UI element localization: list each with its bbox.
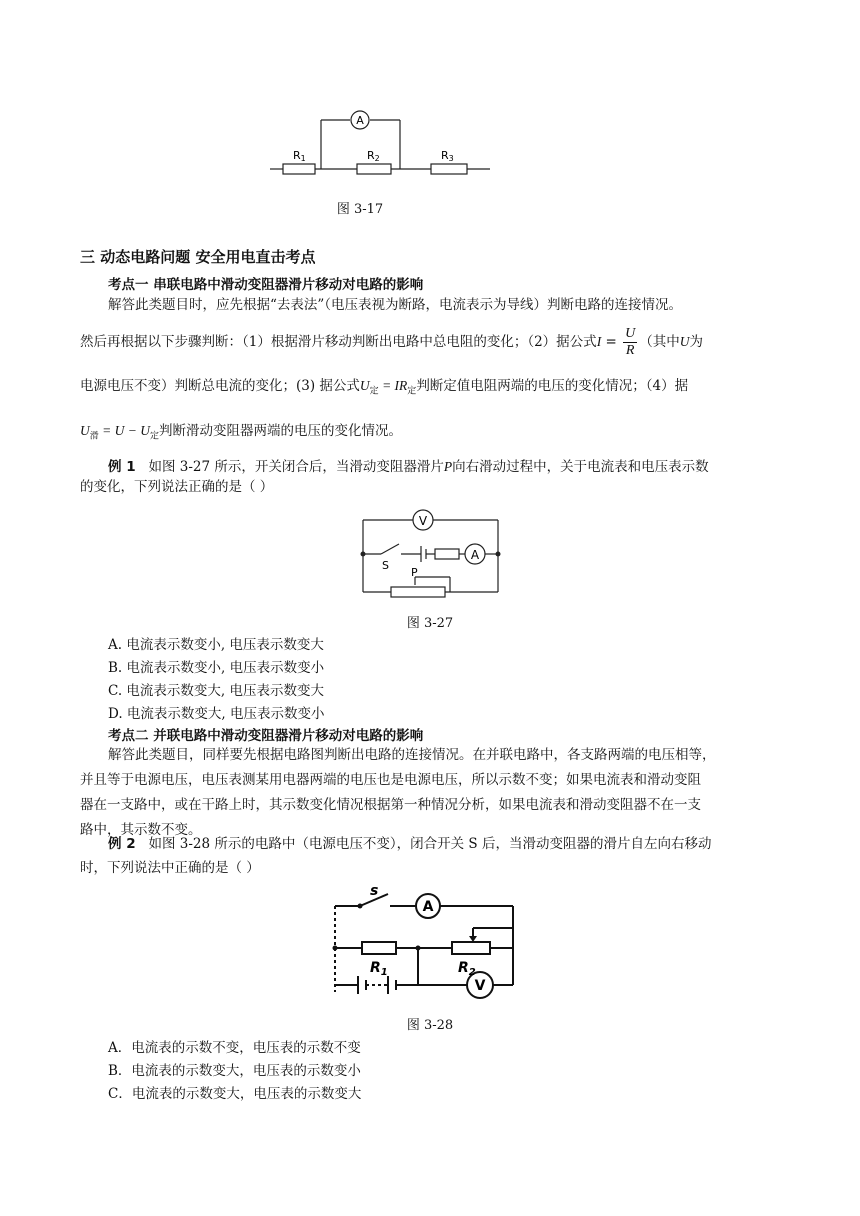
fig328-r2-label: $R_2$ [458, 960, 476, 978]
example2-option-a: A．电流表的示数不变，电压表的示数不变 [108, 1040, 361, 1056]
fig327-voltmeter-label: V [418, 514, 428, 528]
point1-title: 考点一 串联电路中滑动变阻器滑片移动对电路的影响 [108, 277, 424, 293]
fig327-slider-label: P [411, 566, 418, 579]
figure-3-27 [355, 502, 505, 600]
fig327-switch-label: S [382, 559, 389, 572]
point2-line1: 解答此类题目，同样要先根据电路图判断出电路的连接情况。在并联电路中，各支路两端的电压相等， [108, 747, 716, 763]
fig317-r3-label: R3 [441, 149, 454, 163]
example2-text: 例 2 如图 3-28 所示的电路中（电源电压不变），闭合开关 S 后，当滑动变阻器的滑片自左向右移动 [108, 836, 712, 852]
fig317-r1-label: R1 [293, 149, 306, 163]
point1-line3: 电源电压不变）判断总电流的变化；(3) 据公式$U_定 = IR_定$判断定值电阻两端的电压的变化情况；（4）据 [80, 378, 689, 397]
fig317-ammeter-label: A [356, 114, 364, 127]
fig328-caption: 图 3-28 [406, 1018, 454, 1033]
point2-title: 考点二 并联电路中滑动变阻器滑片移动对电路的影响 [108, 728, 424, 744]
point2-line4: 路中，其示数不变。 [80, 822, 202, 838]
example1-text: 例 1 如图 3-27 所示，开关闭合后，当滑动变阻器滑片P向右滑动过程中，关于电流表和电压表示数 [108, 459, 709, 475]
fig328-voltmeter-label: V [474, 978, 486, 994]
fig317-caption: 图 3-17 [336, 202, 384, 217]
fig328-switch-label: s [370, 883, 379, 899]
formula-fraction: $\frac{U}{R}$ [625, 326, 636, 358]
section-title: 三 动态电路问题 安全用电直击考点 [80, 248, 316, 266]
figure-3-17 [265, 105, 495, 185]
example1-option-b: B. 电流表示数变小, 电压表示数变小 [108, 660, 325, 676]
fig327-ammeter-label: A [470, 548, 480, 562]
fig317-r2-label: R2 [367, 149, 380, 163]
fig327-caption: 图 3-27 [406, 616, 454, 631]
example2-text-cont: 时，下列说法中正确的是（ ） [80, 860, 260, 876]
example1-option-c: C. 电流表示数变大, 电压表示数变大 [108, 683, 325, 699]
fig328-ammeter-label: A [422, 899, 434, 915]
example1-option-a: A. 电流表示数变小, 电压表示数变大 [108, 637, 324, 653]
point1-line2: 然后再根据以下步骤判断：（1）根据滑片移动判断出电路中总电阻的变化；（2）据公式I = $\frac{U}{R}$ （其中U为 [80, 326, 703, 358]
point2-line2: 并且等于电源电压，电压表测某用电器两端的电压也是电源电压，所以示数不变；如果电流表和滑动变阻 [80, 772, 701, 788]
point2-line3: 器在一支路中，或在干路上时，其示数变化情况根据第一种情况分析，如果电流表和滑动变阻器不在一支 [80, 797, 701, 813]
point1-line4: $U_滑 = U - U_定$判断滑动变阻器两端的电压的变化情况。 [80, 423, 402, 442]
example2-option-c: C．电流表的示数变大，电压表的示数变大 [108, 1086, 362, 1102]
example2-option-b: B．电流表的示数变大，电压表的示数变小 [108, 1063, 361, 1079]
example1-option-d: D. 电流表示数变大, 电压表示数变小 [108, 706, 325, 722]
figure-3-28 [330, 880, 525, 1005]
fig328-r1-label: $R_1$ [370, 960, 388, 978]
example1-text-cont: 的变化，下列说法正确的是（ ） [80, 479, 274, 495]
point1-line1: 解答此类题目时，应先根据“去表法”（电压表视为断路，电流表示为导线）判断电路的连接情况。 [108, 297, 683, 313]
